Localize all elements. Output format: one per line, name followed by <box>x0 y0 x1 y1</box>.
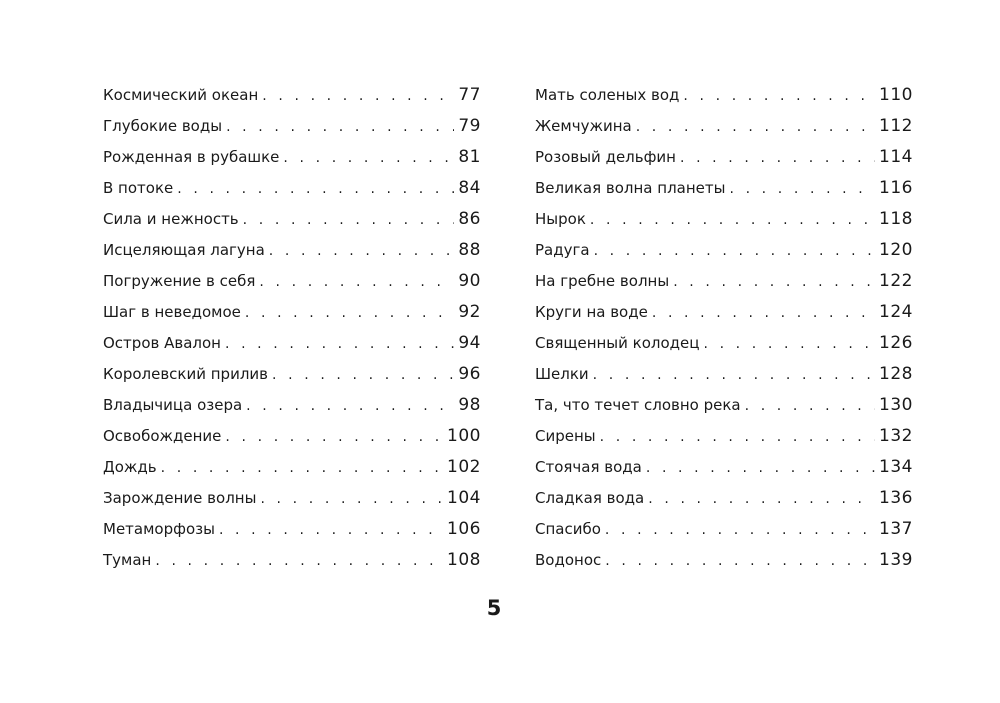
toc-entry <box>103 266 481 297</box>
dot-leader <box>636 112 875 143</box>
toc-entry-title: Спасибо <box>535 520 601 538</box>
toc-entry <box>103 514 481 545</box>
toc-entry-title: Королевский прилив <box>103 365 269 383</box>
toc-entry-title: Шелки <box>535 365 589 383</box>
toc-entry-page: 132 <box>879 426 913 446</box>
dot-leader <box>283 143 454 174</box>
dot-leader <box>593 360 875 391</box>
toc-entry <box>535 142 913 173</box>
toc-entry-page: 88 <box>458 240 481 260</box>
dot-leader <box>245 298 454 329</box>
toc-entry-page: 122 <box>879 271 913 291</box>
toc-entry <box>535 328 913 359</box>
toc-entry-title: Метаморфозы <box>103 520 215 538</box>
toc-entry-title: Дождь <box>103 458 157 476</box>
toc-entry <box>535 80 913 111</box>
toc-entry <box>535 421 913 452</box>
toc-entry-title: Погружение в себя <box>103 272 256 290</box>
dot-leader <box>225 329 454 360</box>
toc-entry-page: 106 <box>447 519 481 539</box>
dot-leader <box>683 81 875 112</box>
toc-entry-page: 112 <box>879 116 913 136</box>
toc-entry <box>103 173 481 204</box>
toc-entry-title: Сладкая вода <box>535 489 645 507</box>
toc-entry <box>535 545 913 576</box>
toc-entry-page: 126 <box>879 333 913 353</box>
toc-entry <box>535 297 913 328</box>
toc-entry-title: Космический океан <box>103 86 259 104</box>
toc-entry-title: Стоячая вода <box>535 458 642 476</box>
dot-leader <box>590 205 875 236</box>
toc-entry-page: 116 <box>879 178 913 198</box>
toc-entry-page: 120 <box>879 240 913 260</box>
toc-entry <box>103 390 481 421</box>
toc-entry-page: 104 <box>447 488 481 508</box>
dot-leader <box>226 112 454 143</box>
toc-entry <box>535 266 913 297</box>
toc-entry-title: Нырок <box>535 210 586 228</box>
dot-leader <box>161 453 443 484</box>
toc-entry-page: 108 <box>447 550 481 570</box>
dot-leader <box>652 298 875 329</box>
toc-entry <box>103 483 481 514</box>
toc-entry-title: Та, что течет словно река <box>535 396 741 414</box>
toc-entry-title: Глубокие воды <box>103 117 223 135</box>
toc-entry-page: 114 <box>879 147 913 167</box>
toc-entry-title: Розовый дельфин <box>535 148 676 166</box>
toc-entry-page: 77 <box>458 85 481 105</box>
dot-leader <box>605 515 875 546</box>
toc-entry <box>535 514 913 545</box>
dot-leader <box>646 453 875 484</box>
toc-entry-page: 136 <box>879 488 913 508</box>
dot-leader <box>605 546 875 577</box>
dot-leader <box>673 267 875 298</box>
dot-leader <box>246 391 454 422</box>
dot-leader <box>272 360 454 391</box>
toc-entry-page: 84 <box>458 178 481 198</box>
toc-entry <box>103 452 481 483</box>
toc-entry <box>103 142 481 173</box>
toc-entry <box>535 204 913 235</box>
dot-leader <box>745 391 875 422</box>
toc-entry-page: 102 <box>447 457 481 477</box>
toc-entry <box>103 80 481 111</box>
toc-entry-title: Жемчужина <box>535 117 632 135</box>
dot-leader <box>680 143 875 174</box>
toc-entry <box>535 235 913 266</box>
toc-entry-page: 92 <box>458 302 481 322</box>
toc-entry-title: В потоке <box>103 179 174 197</box>
toc-entry <box>535 359 913 390</box>
dot-leader <box>260 484 443 515</box>
toc-entry-page: 130 <box>879 395 913 415</box>
toc-entry <box>103 328 481 359</box>
toc-entry-page: 94 <box>458 333 481 353</box>
toc-entry <box>535 111 913 142</box>
toc-entry <box>535 390 913 421</box>
toc-entry-title: Рожденная в рубашке <box>103 148 280 166</box>
toc-entry-page: 86 <box>458 209 481 229</box>
toc-entry-title: Великая волна планеты <box>535 179 726 197</box>
toc-entry <box>103 421 481 452</box>
toc-entry-page: 139 <box>879 550 913 570</box>
toc-entry-page: 81 <box>458 147 481 167</box>
dot-leader <box>155 546 443 577</box>
dot-leader <box>177 174 454 205</box>
toc-entry <box>103 545 481 576</box>
toc-entry <box>535 173 913 204</box>
toc-entry-title: Туман <box>103 551 152 569</box>
toc-entry-title: Владычица озера <box>103 396 243 414</box>
dot-leader <box>262 81 454 112</box>
toc-entry-title: Исцеляющая лагуна <box>103 241 265 259</box>
toc-entry <box>103 235 481 266</box>
toc-entry-title: Остров Авалон <box>103 334 221 352</box>
toc-entry-title: На гребне волны <box>535 272 670 290</box>
toc-entry-page: 134 <box>879 457 913 477</box>
toc-entry-title: Радуга <box>535 241 590 259</box>
toc-entry-title: Зарождение волны <box>103 489 257 507</box>
toc-entry-page: 90 <box>458 271 481 291</box>
toc-entry-title: Мать соленых вод <box>535 86 680 104</box>
toc-entry-page: 98 <box>458 395 481 415</box>
toc-entry <box>103 204 481 235</box>
dot-leader <box>259 267 454 298</box>
dot-leader <box>600 422 875 453</box>
toc-entry-page: 128 <box>879 364 913 384</box>
toc-entry <box>535 483 913 514</box>
toc-entry-page: 137 <box>879 519 913 539</box>
toc-entry-title: Священный колодец <box>535 334 700 352</box>
toc-entry-page: 96 <box>458 364 481 384</box>
dot-leader <box>219 515 443 546</box>
toc-entry-title: Шаг в неведомое <box>103 303 241 321</box>
toc-column-right <box>535 80 913 576</box>
toc-entry-title: Круги на воде <box>535 303 648 321</box>
toc-entry-page: 79 <box>458 116 481 136</box>
toc-entry <box>103 359 481 390</box>
dot-leader <box>243 205 455 236</box>
toc-entry-title: Водонос <box>535 551 602 569</box>
toc-entry-page: 100 <box>447 426 481 446</box>
dot-leader <box>729 174 875 205</box>
page-number: 5 <box>486 596 502 620</box>
toc-entry-title: Сирены <box>535 427 596 445</box>
dot-leader <box>594 236 875 267</box>
dot-leader <box>269 236 455 267</box>
toc-entry <box>103 111 481 142</box>
toc-entry <box>103 297 481 328</box>
toc-entry-title: Освобождение <box>103 427 222 445</box>
toc-entry-page: 118 <box>879 209 913 229</box>
toc-entry-page: 124 <box>879 302 913 322</box>
toc-entry-page: 110 <box>879 85 913 105</box>
dot-leader <box>648 484 875 515</box>
dot-leader <box>703 329 875 360</box>
toc-entry <box>535 452 913 483</box>
toc-column-left <box>103 80 481 576</box>
toc-entry-title: Сила и нежность <box>103 210 239 228</box>
dot-leader <box>225 422 443 453</box>
